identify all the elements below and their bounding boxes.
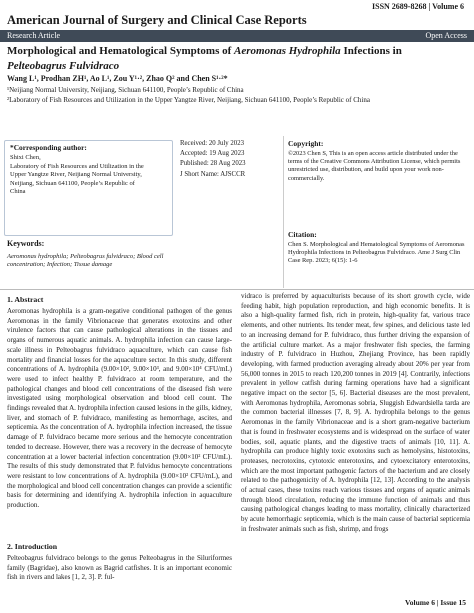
correspondence-line: Upper Yangtze River, Neijiang Normal University, — [10, 171, 142, 178]
keywords-text: Aeromonas hydrophila; Pelteobagrus fulvidraco; Blood cell concentration; Infection; Tissue damage — [7, 253, 164, 269]
abstract-heading: 1. Abstract — [7, 295, 44, 304]
access-type: Open Access — [425, 31, 467, 40]
issn-volume: ISSN 2689-8268 | Volume 6 — [372, 2, 464, 11]
title-prefix: Morphological and Hematological Symptoms of — [7, 45, 235, 57]
page-footer: Volume 6 | Issue 15 — [405, 598, 466, 607]
correspondence-body — [10, 154, 165, 197]
journal-short-name: J Short Name: AJSCCR — [180, 170, 246, 178]
correspondence-heading: *Corresponding author: — [10, 143, 87, 152]
introduction-heading: 2. Introduction — [7, 542, 58, 551]
article-type: Research Article — [7, 31, 61, 40]
copyright-text: ©2023 Chen S, This is an open access article distributed under the terms of the Creative Commons Attribution License, which permits unrestricted use, distribution, and build upon your work non-commercially. — [288, 150, 461, 182]
article-title — [7, 44, 469, 74]
right-column-text: vidraco is preferred by aquaculturists because of its short growth cycle, wide feeding habit, high population reproduction, and high economic benefits. It is also a high-quality farmed fish, rich in protein, high-quality fat, various trace elements, and other nutrients. Its tender meat, few spines, and delicious taste led to an increasing demand for P. fulvidraco, thus further driving the expansion of the artificial culture market. As a major freshwater fish species, the farming industry of P. fulvidraco in Huzhou, Zhejiang Province, has been rapidly developing, with farmed production averaging already about 20% per year from 56,000 tonnes in 2015 to reach 120,200 tonnes in 2019 [4]. Contrarily, infections prevalent in yellow catfish during farming operations have had a significant negative impact on the sector [5, 6]. Bacterial diseases are the most prevalent, with Aeromonas hydrophila, Aeromonas sobria, Sluggish Edwardsiella tarda are the common bacterial illnesses [7, 8, 9]. A. hydrophila belongs to the genus Aeromonas in the family Vibrionaceae and is a short gram-negative bacterium that is found in freshwater ecosystems and is widespread on the surface of water bodies, soil, aquatic plants, and the digestive tracts of animals [10, 11]. A. hydrophila can produce highly toxic exotoxins such as hemolysins, histotoxins, proteases, necrotoxins, cytotoxic enterotoxins, and cytoexcitatory enterotoxins, which are the most important pathogenic factors of the bacterium and are closely related to the pathogenicity of A. hydrophila [12, 13]. According to the analysis of actual cases, these toxins reach various tissues and organs of aquatic animals through blood circulation, reducing the immune function of animals and thus causing pathological changes leading to mass mortality, clinically characterized by acute hemorrhagic septicemia, which is the main cause of bacterial septicemia in freshwater animals such as fish, shrimp, and frogs — [241, 292, 470, 533]
journal-title: American Journal of Surgery and Clinical Case Reports — [7, 13, 307, 27]
published-date: Published: 28 Aug 2023 — [180, 160, 246, 168]
copyright-heading: Copyright: — [288, 139, 324, 148]
author-list: Wang L¹, Prodhan ZH¹, Ao L¹, Zou Y¹·², Zhao Q² and Chen S¹·²* — [7, 74, 228, 83]
keywords-heading: Keywords: — [7, 239, 45, 248]
citation-heading: Citation: — [288, 230, 317, 239]
correspondence-line: Neijiang, Sichuan 641100, People’s Republic of — [10, 179, 135, 187]
introduction-text: Pelteobagrus fulvidraco belongs to the genus Pelteobagrus in the Siluriformes family (Bagridae), also known as Bagrid catfishes. It is an important economic fish in rivers and lakes [1, 2, 3]. P. ful- — [7, 554, 232, 582]
title-species: Pelteobagrus Fulvidraco — [7, 60, 120, 72]
column-divider — [283, 136, 284, 288]
accepted-date: Accepted: 19 Aug 2023 — [180, 150, 245, 158]
affiliation-2: ²Laboratory of Fish Resources and Utilization in the Upper Yangtze River, Neijiang, Sichuan 641100, People’s Republic of China — [7, 96, 370, 104]
article-dates — [180, 139, 246, 180]
citation-text: Chen S. Morphological and Hematological Symptoms of Aeromonas Hydrophila Infections in Pelteobagrus Fulvidraco. Ame J Surg Clin Case Rep. 2023; 6(15): 1-6 — [288, 241, 465, 265]
correspondence-line: Laboratory of Fish Resources and Utilization in the — [10, 162, 144, 170]
title-italic: Aeromonas Hydrophila — [234, 45, 341, 57]
correspondence-line: China — [10, 188, 26, 195]
received-date: Received: 20 July 2023 — [180, 140, 244, 147]
abstract-text: Aeromonas hydrophila is a gram-negative conditional pathogen of the genus Aeromonas in the family Vibrionaceae that generates exotoxins and other virulence factors that can cause pathological alterations in the tissues and organs of numerous aquatic animals. A. hydrophila infection can cause large-scale illness in Pelteobagrus fulvidraco aquaculture, which can cause fish mortality and financial losses for the aquaculture sector. In this study, different concentrations of A. hydrophila (9.00×10², 9.00×10³, and 9.00×10⁴ CFU/mL) were used to infect healthy P. fulvidraco at room temperature, and the pathological changes and blood cell concentrations of the diseased fish were investigated using morphological observation and blood cell count. The findings revealed that A. hydrophila infection caused lesions in the gills, kidney, liver, and stomach of P. fulvidraco, manifesting as hemorrhage, ascites, and septicemia. As the concentration of A. hydrophila infection increased, the tissue damage of P. fulvidraco became more serious and the hemocyte concentration tended to decrease. However, there was a recovery in the decrease of hemocyte concentration at a lower bacterial infection concentration (9.00×10² CFU/mL). The results of this study demonstrated that P. fulvidus hemocyte concentrations were resistant to low concentrations of A. hydrophila (9.00×10² CFU/mL), and the morphological and blood cell concentration changes can provide a scientific basis for determining and identifying A. hydrophila infection in aquaculture production. — [7, 307, 232, 510]
title-mid: Infections in — [340, 45, 402, 57]
header-bar — [0, 30, 474, 42]
correspondence-line: Shixi Chen, — [10, 154, 41, 161]
section-divider — [0, 289, 474, 290]
affiliation-1: ¹Neijiang Normal University, Neijiang, Sichuan 641100, People’s Republic of China — [7, 86, 244, 94]
